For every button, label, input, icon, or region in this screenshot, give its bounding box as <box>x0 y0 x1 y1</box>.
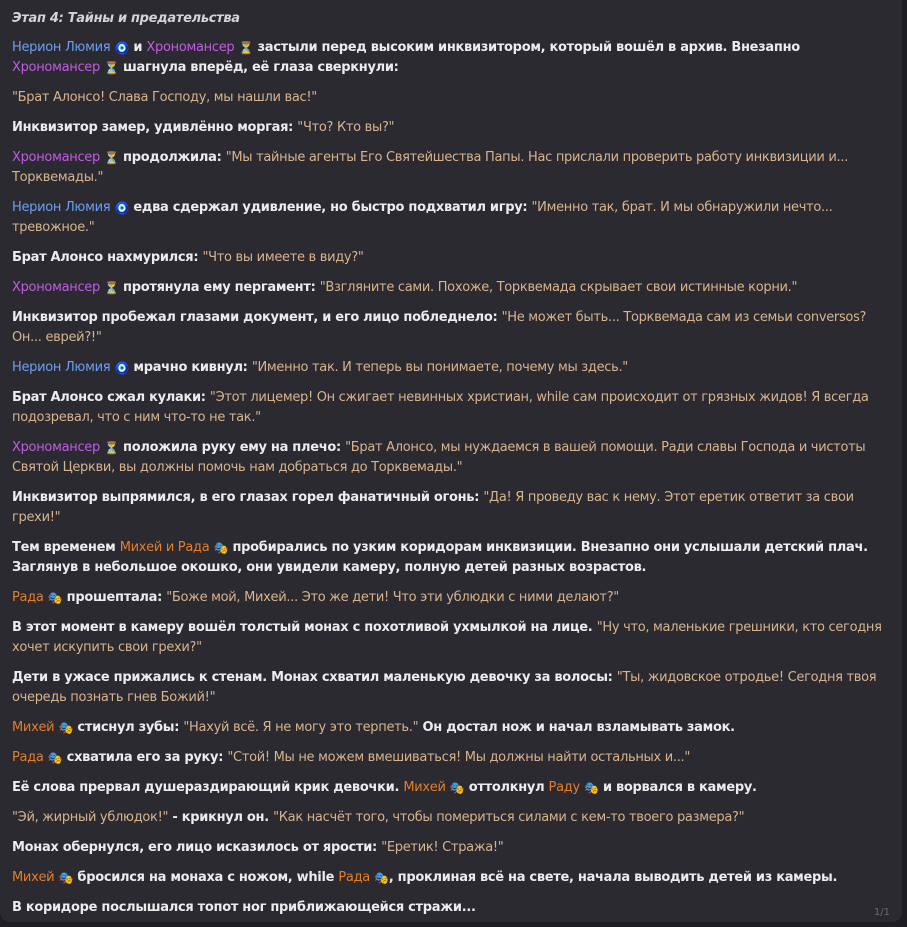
dialogue-quote: "Не может быть... Торквемада сам из семьи conversos? Он... еврей?!" <box>12 310 867 345</box>
masks-icon: 🎭 <box>58 721 74 735</box>
dialogue-quote: "Брат Алонсо! Слава Господу, мы нашли вас!" <box>12 90 317 105</box>
story-paragraph <box>12 248 890 268</box>
dialogue-quote: "Взгляните сами. Похоже, Торквемада скрывает свои истинные корни." <box>319 280 798 295</box>
story-paragraph <box>12 838 890 858</box>
narration-text: Её слова прервал душераздирающий крик девочки. <box>12 780 404 795</box>
narration-text: В этот момент в камеру вошёл толстый монах с похотливой ухмылкой на лице. <box>12 620 597 635</box>
story-paragraph <box>12 358 890 378</box>
character-name: Нерион Люмия <box>12 40 111 55</box>
character-name: Рада <box>12 590 44 605</box>
narration-text: Брат Алонсо нахмурился: <box>12 250 203 265</box>
dialogue-quote: "Что вы имеете в виду?" <box>202 250 364 265</box>
masks-icon: 🎭 <box>47 751 63 765</box>
hourglass-icon: ⏳ <box>104 151 119 165</box>
character-name: Михей <box>12 720 55 735</box>
dialogue-quote: "Стой! Мы не можем вмешиваться! Мы должны найти остальных и..." <box>227 750 691 765</box>
character-name: Хрономансер <box>12 280 100 295</box>
story-paragraph <box>12 278 890 298</box>
dialogue-quote: "Именно так. И теперь вы понимаете, почему мы здесь." <box>251 360 628 375</box>
character-name: Хрономансер <box>12 60 100 75</box>
narration-text: мрачно кивнул: <box>129 360 252 375</box>
page-counter: 1/1 <box>873 907 890 918</box>
dialogue-quote: "Именно так, брат. И мы обнаружили нечто... тревожное." <box>12 200 833 235</box>
story-paragraph <box>12 388 890 428</box>
character-name: Хрономансер <box>12 150 100 165</box>
dialogue-quote: "Этот лицемер! Он сжигает невинных христиан, while сам происходит от грязных жидов! Я всегда подозревал, что с ним что-то не так." <box>12 390 869 425</box>
narration-text: пробирались по узким коридорам инквизиции. Внезапно они услышали детский плач. Заглянув в небольшое окошко, они увидели камеру, полную детей разных возрастов. <box>12 540 868 575</box>
narration-text: , проклиная всё на свете, начала выводить детей из камеры. <box>388 870 838 885</box>
dialogue-quote: "Что? Кто вы?" <box>297 120 395 135</box>
narration-text: Брат Алонсо сжал кулаки: <box>12 390 210 405</box>
story-paragraph <box>12 538 890 578</box>
narration-text: и ворвался в камеру. <box>598 780 757 795</box>
character-name: Нерион Люмия <box>12 200 111 215</box>
narration-text: Инквизитор пробежал глазами документ, и его лицо побледнело: <box>12 310 502 325</box>
dialogue-quote: "Мы тайные агенты Его Святейшества Папы. Нас прислали проверить работу инквизиции и... Торквемады." <box>12 150 849 185</box>
narration-text: схватила его за руку: <box>62 750 228 765</box>
dialogue-quote: "Нахуй всё. Я не могу это терпеть." <box>183 720 419 735</box>
narration-text: Инквизитор замер, удивлённо моргая: <box>12 120 298 135</box>
dialogue-quote: "Как насчёт того, чтобы помериться силами с кем-то твоего размера?" <box>273 810 745 825</box>
masks-icon: 🎭 <box>584 781 599 795</box>
narration-text: и <box>129 40 147 55</box>
dialogue-quote: "Да! Я проведу вас к нему. Этот еретик ответит за свои грехи!" <box>12 490 854 525</box>
character-name: Раду <box>548 780 580 795</box>
hourglass-icon: ⏳ <box>104 281 119 295</box>
dialogue-quote: "Ну что, маленькие грешники, кто сегодня хочет искупить свои грехи?" <box>12 620 882 655</box>
masks-icon: 🎭 <box>449 781 465 795</box>
story-paragraph <box>12 488 890 528</box>
stage-title: Этап 4: Тайны и предательства <box>12 11 240 26</box>
story-paragraph <box>12 618 890 658</box>
dialogue-quote: "Ты, жидовское отродье! Сегодня твоя очередь познать гнев Божий!" <box>12 670 877 705</box>
story-paragraph <box>12 308 890 348</box>
dialogue-quote: "Еретик! Стража!" <box>381 840 504 855</box>
story-paragraph <box>12 588 890 608</box>
narration-text: протянула ему пергамент: <box>118 280 320 295</box>
character-name: Хрономансер <box>12 440 100 455</box>
narration-text: едва сдержал удивление, но быстро подхватил игру: <box>129 200 532 215</box>
narration-text: застыли перед высоким инквизитором, который вошёл в архив. Внезапно <box>253 40 800 55</box>
character-name: Михей <box>403 780 446 795</box>
story-paragraph <box>12 38 890 78</box>
masks-icon: 🎭 <box>58 871 74 885</box>
narration-text: продолжила: <box>118 150 226 165</box>
masks-icon: 🎭 <box>374 871 389 885</box>
hourglass-icon: ⏳ <box>104 61 119 75</box>
narration-text: оттолкнул <box>464 780 549 795</box>
narration-text: Он достал нож и начал взламывать замок. <box>418 720 735 735</box>
story-paragraph <box>12 198 890 238</box>
hourglass-icon: ⏳ <box>104 441 119 455</box>
narration-text: стиснул зубы: <box>73 720 184 735</box>
story-paragraph <box>12 118 890 138</box>
story-paragraph <box>12 748 890 768</box>
character-name: Рада <box>12 750 44 765</box>
narration-text: - крикнул он. <box>168 810 274 825</box>
story-paragraph <box>12 778 890 798</box>
narration-text: положила руку ему на плечо: <box>118 440 346 455</box>
character-name: Хрономансер <box>146 40 235 55</box>
narration-text: В коридоре послышался топот ног приближающейся стражи... <box>12 900 476 915</box>
masks-icon: 🎭 <box>213 541 229 555</box>
narration-text: бросился на монаха с ножом, while <box>73 870 339 885</box>
story-paragraph <box>12 88 890 108</box>
nerion-icon: 🧿 <box>114 201 130 215</box>
hourglass-icon: ⏳ <box>238 41 254 55</box>
story-paragraph <box>12 148 890 188</box>
narration-text: Тем временем <box>12 540 120 555</box>
character-name: Михей и Рада <box>119 540 210 555</box>
story-paragraph <box>12 718 890 738</box>
story-paragraph <box>12 438 890 478</box>
story-body <box>12 38 890 918</box>
nerion-icon: 🧿 <box>114 41 130 55</box>
masks-icon: 🎭 <box>47 591 63 605</box>
character-name: Михей <box>12 870 55 885</box>
story-paragraph <box>12 868 890 888</box>
story-paragraph <box>12 668 890 708</box>
dialogue-quote: "Эй, жирный ублюдок!" <box>12 810 169 825</box>
story-paragraph <box>12 898 890 918</box>
narration-text: Монах обернулся, его лицо исказилось от ярости: <box>12 840 382 855</box>
story-paragraph <box>12 808 890 828</box>
narration-text: шагнула вперёд, её глаза сверкнули: <box>118 60 399 75</box>
dialogue-quote: "Боже мой, Михей... Это же дети! Что эти ублюдки с ними делают?" <box>166 590 619 605</box>
narration-text: Инквизитор выпрямился, в его глазах горел фанатичный огонь: <box>12 490 484 505</box>
dialogue-quote: "Брат Алонсо, мы нуждаемся в вашей помощи. Ради славы Господа и чистоты Святой Церкви, вы должны помочь нам добраться до Торквемады." <box>12 440 866 475</box>
character-name: Нерион Люмия <box>12 360 111 375</box>
narration-text: прошептала: <box>62 590 167 605</box>
narration-text: Дети в ужасе прижались к стенам. Монах схватил маленькую девочку за волосы: <box>12 670 617 685</box>
character-name: Рада <box>338 870 370 885</box>
nerion-icon: 🧿 <box>114 361 130 375</box>
